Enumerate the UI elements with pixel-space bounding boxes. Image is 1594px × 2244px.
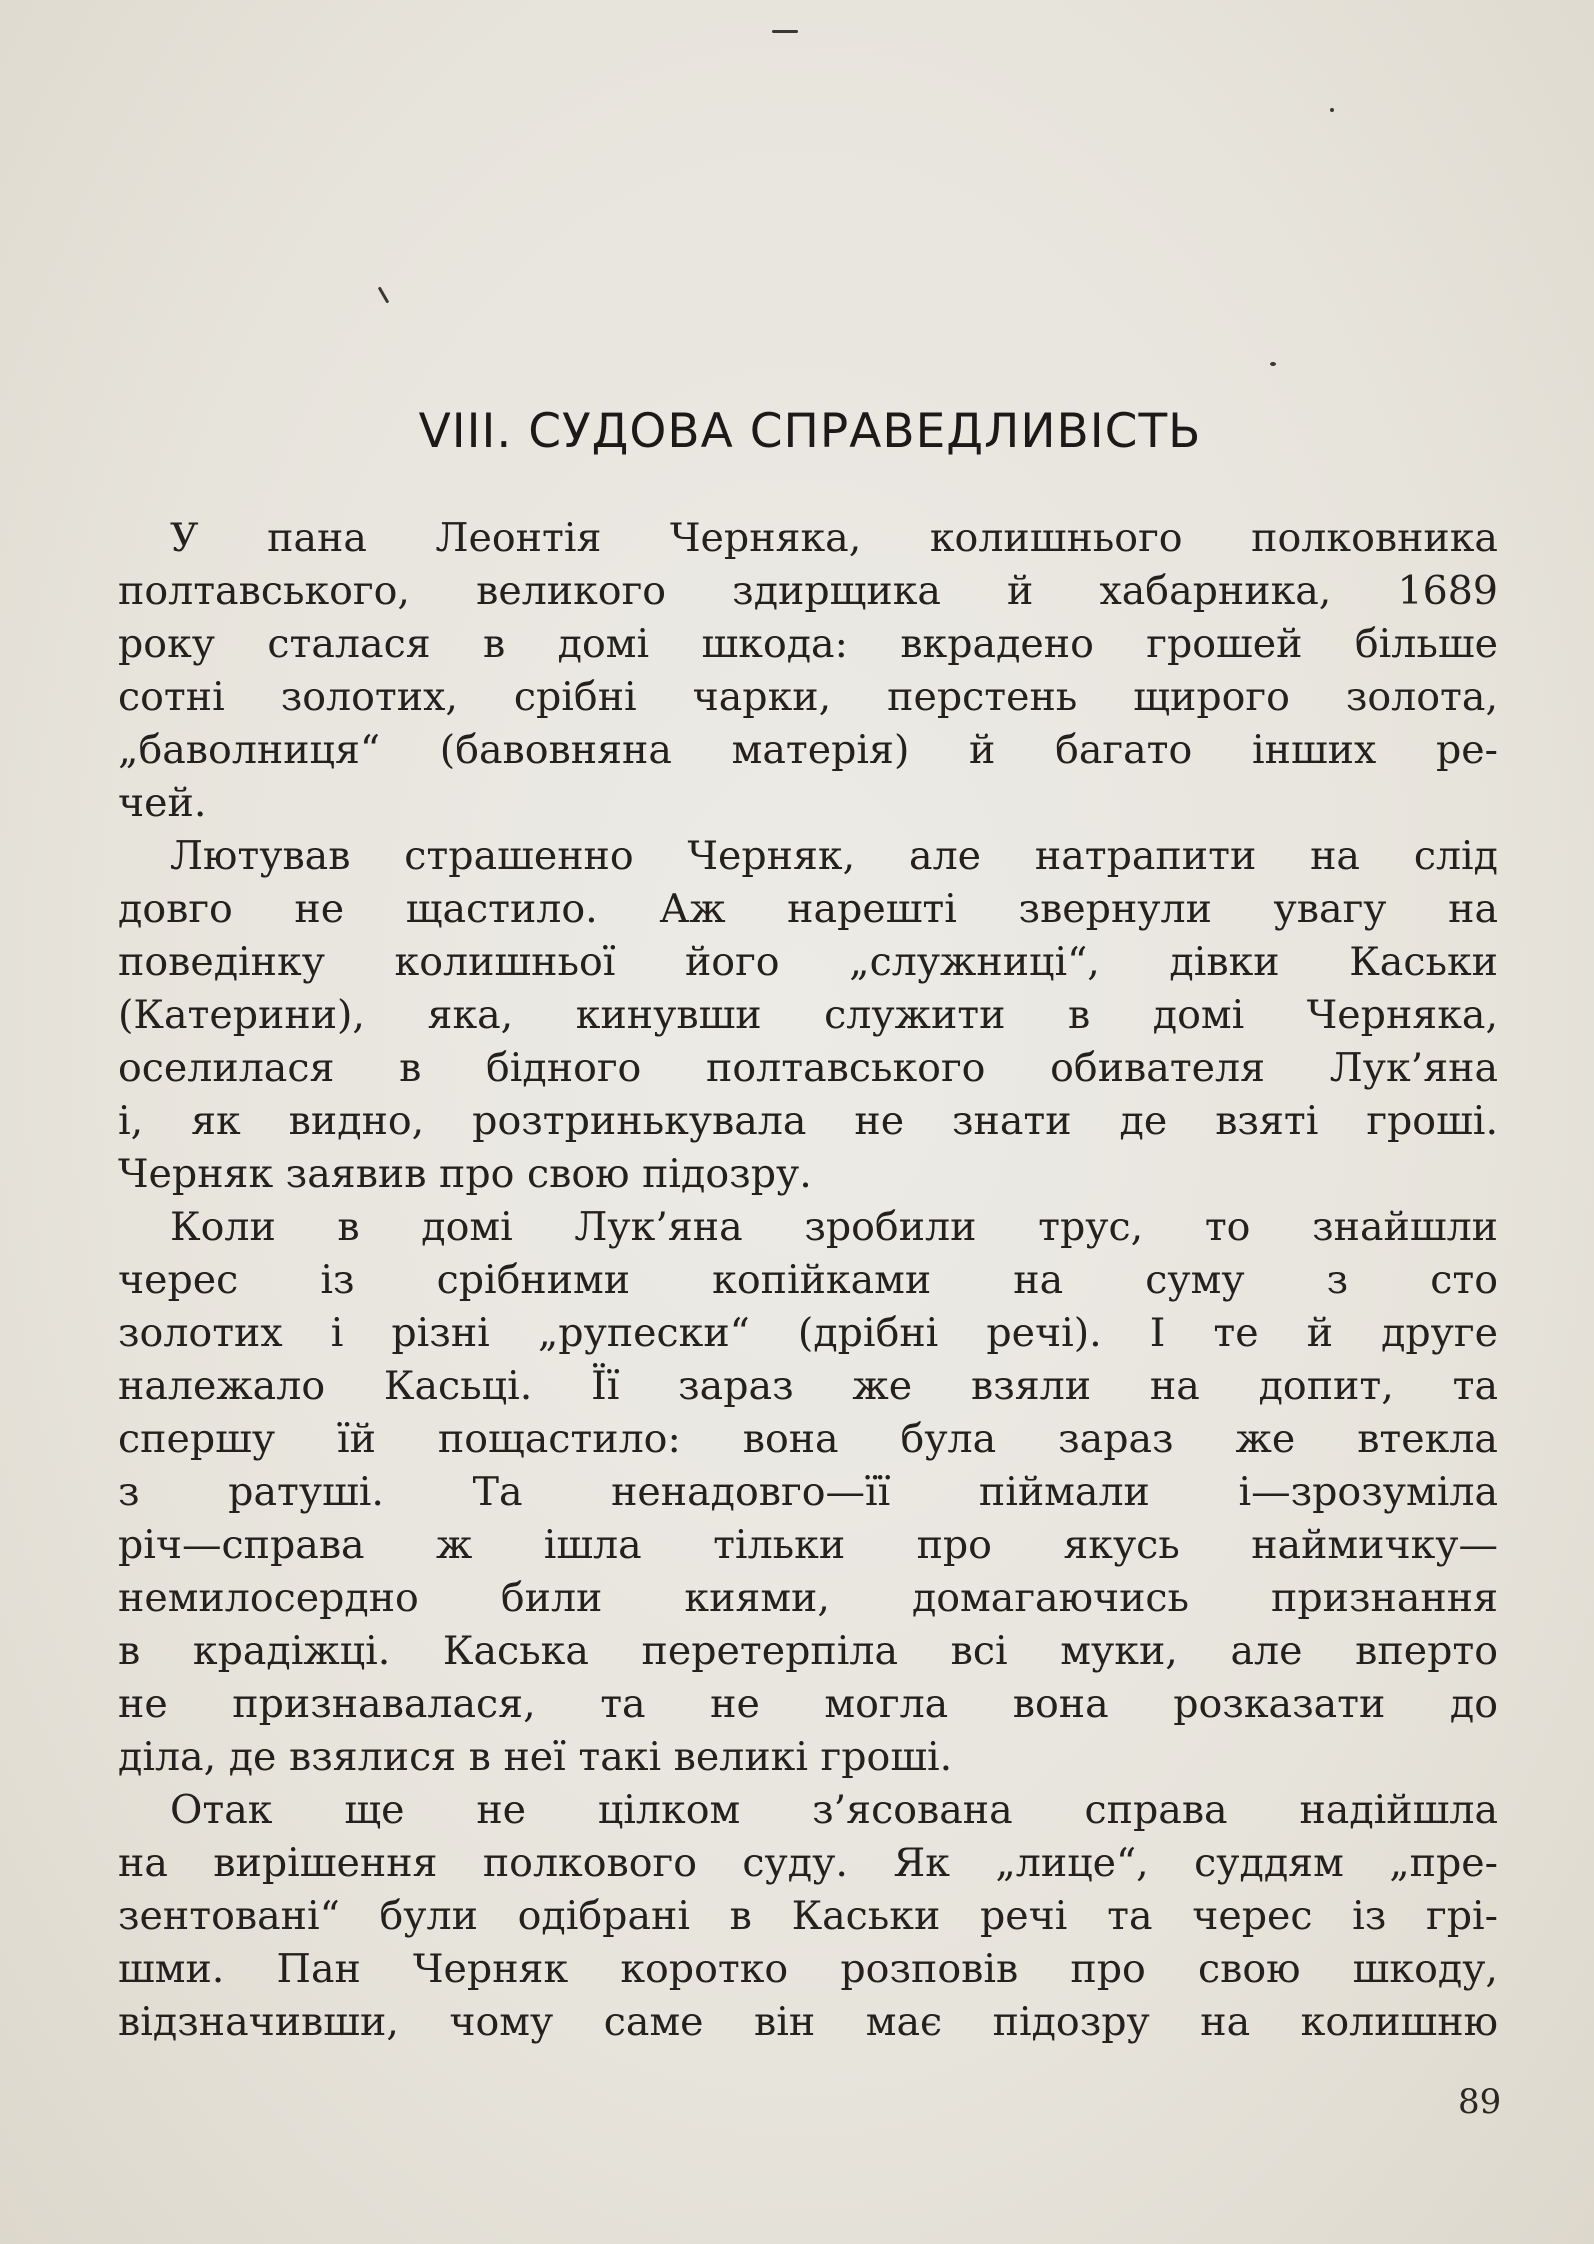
- paper-speck: [772, 30, 798, 33]
- text-line: (Катерини), яка, кинувши служити в домі Черняка,: [118, 992, 1498, 1038]
- paper-speck: [1270, 362, 1276, 366]
- text-line: черес із срібними копійками на суму з сто: [118, 1257, 1498, 1303]
- text-line: Черняк заявив про свою підозру.: [118, 1151, 812, 1197]
- body-text: [118, 512, 1498, 2049]
- text-line: з ратуші. Та ненадовго—її піймали і—зрозуміла: [118, 1469, 1498, 1515]
- text-line: не признавалася, та не могла вона розказати до: [118, 1681, 1498, 1727]
- text-line: полтавського, великого здирщика й хабарника, 1689: [118, 568, 1498, 614]
- paragraph-1: [118, 512, 1498, 830]
- text-line: року сталася в домі шкода: вкрадено грошей більше: [118, 621, 1498, 667]
- paragraph-2: [118, 830, 1498, 1201]
- text-line: річ—справа ж ішла тільки про якусь наймичку—: [118, 1522, 1498, 1568]
- text-line: на вирішення полкового суду. Як „лице“, суддям „пре-: [118, 1840, 1498, 1886]
- paragraph-4: [118, 1784, 1498, 2049]
- paper-speck: [378, 286, 390, 303]
- paragraph-3: [118, 1201, 1498, 1784]
- text-line: чей.: [118, 780, 207, 826]
- chapter-title: VIII. СУДОВА СПРАВЕДЛИВІСТЬ: [418, 404, 1202, 459]
- text-line: спершу їй пощастило: вона була зараз же втекла: [118, 1416, 1498, 1462]
- text-line: Отак ще не цілком з’ясована справа надійшла: [170, 1787, 1498, 1833]
- text-line: Коли в домі Лук’яна зробили трус, то знайшли: [170, 1204, 1498, 1250]
- text-line: поведінку колишньої його „служниці“, дівки Каськи: [118, 939, 1498, 985]
- text-line: і, як видно, розтринькувала не знати де взяті гроші.: [118, 1098, 1498, 1144]
- page-number: 89: [1458, 2082, 1502, 2122]
- text-line: оселилася в бідного полтавського обивателя Лук’яна: [118, 1045, 1498, 1091]
- text-line: шми. Пан Черняк коротко розповів про свою шкоду,: [118, 1946, 1498, 1992]
- text-line: відзначивши, чому саме він має підозру на колишню: [118, 1999, 1498, 2045]
- text-line: належало Касьці. Її зараз же взяли на допит, та: [118, 1363, 1498, 1409]
- text-line: сотні золотих, срібні чарки, перстень щирого золота,: [118, 674, 1498, 720]
- text-line: діла, де взялися в неї такі великі гроші.: [118, 1734, 953, 1780]
- paper-speck: [1330, 108, 1334, 112]
- text-line: в крадіжці. Каська перетерпіла всі муки, але вперто: [118, 1628, 1498, 1674]
- text-line: У пана Леонтія Черняка, колишнього полковника: [170, 515, 1498, 561]
- text-line: „баволниця“ (бавовняна матерія) й багато інших ре-: [118, 727, 1498, 773]
- text-line: зентовані“ були одібрані в Каськи речі та черес із грі-: [118, 1893, 1498, 1939]
- text-line: немилосердно били киями, домагаючись признання: [118, 1575, 1498, 1621]
- text-line: довго не щастило. Аж нарешті звернули увагу на: [118, 886, 1498, 932]
- text-line: золотих і різні „рупески“ (дрібні речі). І те й друге: [118, 1310, 1498, 1356]
- text-line: Лютував страшенно Черняк, але натрапити на слід: [170, 833, 1498, 879]
